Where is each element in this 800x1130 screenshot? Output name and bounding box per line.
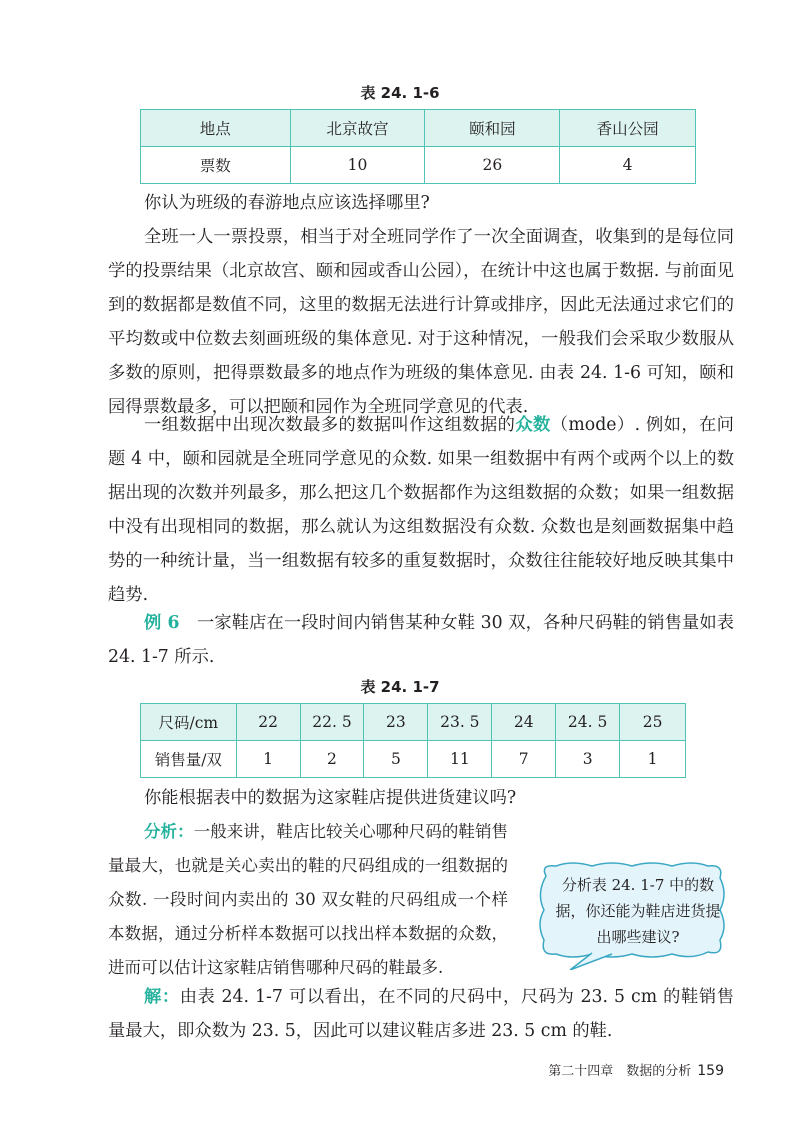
example-label: 例 6 (144, 613, 180, 633)
table-cell: 7 (492, 741, 556, 778)
solution-text: 由表 24. 1-7 可以看出，在不同的尺码中，尺码为 23. 5 cm 的鞋销售量最大，即众数为 23. 5，因此可以建议鞋店多进 23. 5 cm 的鞋. (108, 987, 734, 1041)
table-cell: 22 (236, 704, 300, 741)
table-cell: 25 (620, 704, 686, 741)
table-cell: 尺码/cm (141, 704, 237, 741)
example-text: 一家鞋店在一段时间内销售某种女鞋 30 双，各种尺码鞋的销售量如表 24. 1-7 所示. (108, 613, 734, 667)
bubble-text: 分析表 24. 1-7 中的数据，你还能为鞋店进货提出哪些建议? (555, 876, 721, 946)
solution-label: 解： (144, 987, 180, 1007)
page-footer (548, 1060, 724, 1079)
table-cell: 26 (425, 147, 560, 184)
example-6 (108, 606, 734, 674)
table-cell: 票数 (141, 147, 291, 184)
table-24-1-7 (140, 703, 686, 778)
table-row (141, 704, 686, 741)
thought-bubble (532, 858, 732, 970)
table-cell: 颐和园 (425, 110, 560, 147)
table-cell: 24 (492, 704, 556, 741)
table-cell: 4 (560, 147, 696, 184)
solution-paragraph (108, 980, 734, 1048)
table-cell: 10 (290, 147, 425, 184)
table-cell: 3 (556, 741, 620, 778)
table2-caption: 表 24. 1-7 (360, 678, 440, 696)
table-cell: 22. 5 (300, 704, 364, 741)
table-cell: 5 (364, 741, 428, 778)
table-cell: 23 (364, 704, 428, 741)
table-cell: 2 (300, 741, 364, 778)
paragraph-2 (108, 408, 734, 612)
table-cell: 地点 (141, 110, 291, 147)
analysis-paragraph (108, 815, 508, 985)
page-number: 159 (697, 1063, 724, 1079)
table-row (141, 110, 696, 147)
analysis-text: 一般来讲，鞋店比较关心哪种尺码的鞋销售量最大，也就是关心卖出的鞋的尺码组成的一组数据的众数. 一段时间内卖出的 30 双女鞋的尺码组成一个样本数据，通过分析样本数据可以找出样本数据的众数，进而可以估计这家鞋店销售哪种尺码的鞋最多. (108, 822, 509, 977)
table-row (141, 147, 696, 184)
para2-after: （mode）. 例如，在问题 4 中，颐和园就是全班同学意见的众数. 如果一组数据中有两个或两个以上的数据出现的次数并列最多，那么把这几个数据都作为这组数据的众数；如果一组数据中没有出现相同的数据，那么就认为这组数据没有众数. 众数也是刻画数据集中趋势的一种统计量，当一组数据有较多的重复数据时，众数往往能较好地反映其集中趋势. (108, 415, 734, 605)
table-cell: 销售量/双 (141, 741, 237, 778)
table-cell: 11 (428, 741, 492, 778)
chapter-title: 第二十四章 数据的分析 (548, 1064, 692, 1079)
table-cell: 1 (236, 741, 300, 778)
question-2: 你能根据表中的数据为这家鞋店提供进货建议吗? (144, 788, 517, 808)
table-cell: 北京故宫 (290, 110, 425, 147)
table-cell: 香山公园 (560, 110, 696, 147)
paragraph-1: 全班一人一票投票，相当于对全班同学作了一次全面调查，收集到的是每位同学的投票结果（北京故宫、颐和园或香山公园），在统计中这也属于数据. 与前面见到的数据都是数值不同，这里的数据无法进行计算或排序，因此无法通过求它们的平均数或中位数去刻画班级的集体意见. 对于这种情况，一般我们会采取少数服从多数的原则，把得票数最多的地点作为班级的集体意见. 由表 24. 1-6 可知，颐和园得票数最多，可以把颐和园作为全班同学意见的代表. (108, 227, 734, 417)
mode-term: 众数 (515, 415, 551, 435)
table-cell: 24. 5 (556, 704, 620, 741)
table-row (141, 741, 686, 778)
table1-caption: 表 24. 1-6 (360, 84, 440, 102)
table-24-1-6 (140, 109, 696, 184)
table-cell: 23. 5 (428, 704, 492, 741)
table-cell: 1 (620, 741, 686, 778)
analysis-label: 分析： (144, 822, 194, 841)
para2-before: 一组数据中出现次数最多的数据叫作这组数据的 (144, 415, 516, 435)
question-text: 你认为班级的春游地点应该选择哪里? (144, 193, 430, 213)
